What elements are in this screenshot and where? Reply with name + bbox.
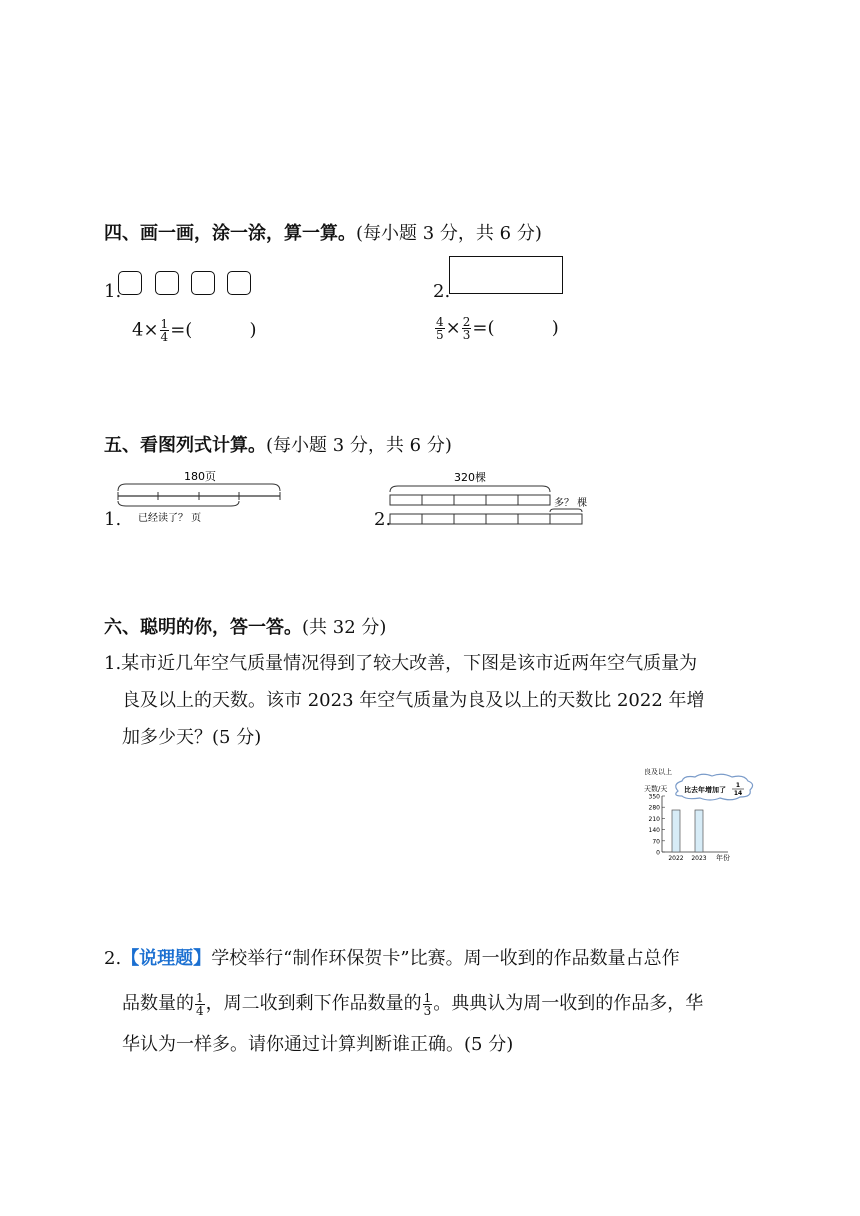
fraction-num: 1: [196, 990, 204, 1005]
q6-1-line-2: 良及以上的天数。该市 2023 年空气质量为良及以上的天数比 2022 年增: [122, 690, 705, 711]
chart-bar-2022: [672, 810, 680, 852]
section-6-heading: 六、聪明的你，答一答。: [104, 617, 302, 638]
q5-2-more-brace: [550, 509, 582, 512]
section-5-title: [104, 431, 452, 457]
fraction: [195, 992, 205, 1017]
q4-1-expr-a: 4×: [132, 319, 159, 341]
fraction: [462, 316, 472, 341]
chart-x-ticks: [668, 855, 706, 862]
section-6-title: [104, 613, 386, 639]
q5-2-more-label: 多？ 棵: [554, 498, 588, 509]
q6-2-text-2a: 品数量的: [122, 993, 194, 1014]
callout-frac-den: 14: [733, 790, 743, 797]
q6-2-line-3: 华认为一样多。请你通过计算判断谁正确。(5 分): [122, 1034, 514, 1055]
fraction-den: 3: [423, 1003, 432, 1018]
fraction-den: 4: [160, 330, 169, 344]
fraction: [423, 992, 433, 1017]
q5-1-bottom-brace: [118, 501, 239, 506]
section-5-note: (每小题 3 分，共 6 分): [266, 435, 452, 456]
section-4-heading: 四、画一画，涂一涂，算一算。: [104, 223, 356, 244]
chart-y-tick-label: 280: [648, 804, 660, 812]
chart-y-tick-label: 210: [648, 815, 660, 823]
question-6-1: [104, 645, 764, 756]
q4-1-box-2: [155, 271, 179, 295]
callout-frac-num: 1: [735, 782, 741, 789]
section-4-title: [104, 219, 542, 245]
reasoning-tag: 【说理题】: [121, 948, 212, 969]
fraction-den: 4: [196, 1003, 204, 1018]
section-6-note: (共 32 分): [302, 617, 387, 638]
q6-2-line-2: [104, 985, 774, 1022]
section-5-heading: 五、看图列式计算。: [104, 435, 266, 456]
q6-2-text-2c: 。典典认为周一收到的作品多，华: [433, 993, 704, 1014]
chart-x-tick-label: 2022: [668, 855, 684, 862]
q4-2-expr-b: =( ): [472, 317, 559, 339]
q5-2-diagram: [386, 468, 598, 530]
q6-2-text-1: 学校举行“制作环保贺卡”比赛。周一收到的作品数量占总作: [211, 948, 680, 969]
fraction-num: 1: [160, 317, 169, 331]
q5-1-read-label: 已经读了？ 页: [138, 513, 202, 524]
chart-x-tick-label: 2023: [691, 855, 707, 862]
fraction-num: 2: [462, 315, 471, 329]
q4-1-box-3: [191, 271, 215, 295]
q4-2-number: 2.: [433, 281, 451, 302]
chart-y-ticks: [649, 794, 665, 857]
fraction-den: 5: [436, 328, 444, 342]
q4-1-expr-b: =( ): [170, 319, 257, 341]
times-sign: ×: [445, 317, 461, 339]
q6-2-line-1: [104, 940, 774, 977]
chart-y-tick-label: 70: [652, 838, 660, 846]
q6-2-number: 2.: [104, 948, 122, 969]
chart-xlabel: 年份: [716, 854, 730, 862]
q4-1-number: 1.: [104, 281, 122, 302]
section-4-note: (每小题 3 分，共 6 分): [356, 223, 542, 244]
fraction-num: 4: [436, 315, 444, 329]
q4-2-rectangle: [449, 256, 563, 294]
q5-2-total-label: 320棵: [454, 471, 486, 484]
q4-1-expression: [132, 318, 257, 343]
fraction-num: 1: [423, 990, 432, 1005]
q4-2-expression: [434, 316, 559, 341]
q4-1-box-4: [227, 271, 251, 295]
q6-1-line-3: 加多少天？(5 分): [122, 727, 262, 748]
chart-ylabel-line-1: 良及以上: [644, 768, 672, 776]
q5-1-number: 1.: [104, 509, 122, 530]
chart-bar-2023: [695, 810, 703, 852]
chart-bars: [672, 810, 703, 852]
fraction-den: 3: [462, 328, 471, 342]
q5-2-top-brace: [390, 486, 550, 492]
chart-y-tick-label: 140: [648, 827, 660, 835]
question-6-2: [104, 940, 774, 1063]
q4-1-box-1: [118, 271, 142, 295]
q5-1-top-brace: [118, 484, 280, 491]
chart-y-tick-label: 350: [648, 793, 660, 801]
chart-ylabel-line-2: 天数/天: [644, 785, 668, 793]
q6-2-text-2b: ，周二收到剩下作品数量的: [205, 993, 422, 1014]
fraction: [435, 316, 445, 341]
q5-1-total-label: 180页: [184, 470, 216, 483]
q5-2-number: 2.: [374, 509, 392, 530]
fraction: [160, 318, 170, 343]
air-quality-chart: [640, 762, 765, 865]
q5-2-bar-1: [390, 495, 550, 505]
callout-text: 比去年增加了: [684, 786, 726, 794]
q6-1-line-1: 1.某市近几年空气质量情况得到了较大改善，下图是该市近两年空气质量为: [104, 653, 698, 674]
q5-1-diagram: [112, 466, 287, 526]
chart-y-tick-label: 0: [656, 849, 660, 857]
